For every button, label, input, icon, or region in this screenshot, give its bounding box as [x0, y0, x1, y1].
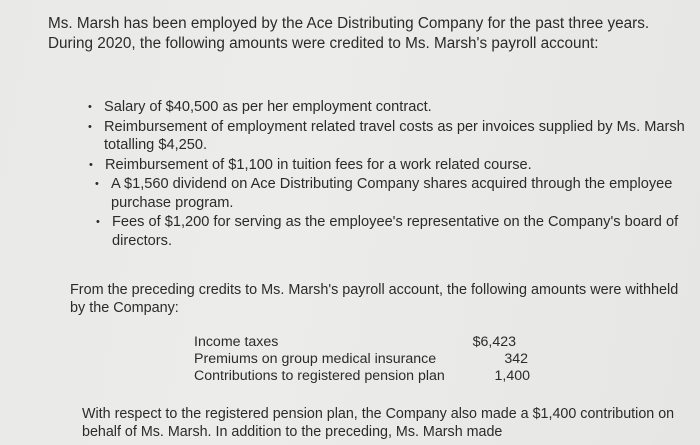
withholding-label: Premiums on group medical insurance: [194, 351, 437, 367]
list-item: • Reimbursement of employment related travel costs as per invoices supplied by Ms. Marsh totalling $4,250.: [86, 118, 696, 155]
table-row: [194, 334, 534, 351]
withholding-amount: $6,423: [472, 334, 516, 350]
list-item: • Reimbursement of $1,100 in tuition fees for a work related course.: [87, 156, 696, 175]
list-item: • A $1,560 dividend on Ace Distributing Company shares acquired through the employee purchase program.: [93, 175, 696, 212]
list-item: • Fees of $1,200 for serving as the employee's representative on the Company's board of directors.: [94, 213, 696, 250]
table-row: [194, 368, 534, 385]
withholding-label: Contributions to registered pension plan: [194, 368, 445, 384]
list-item: • Salary of $40,500 as per her employment contract.: [86, 98, 696, 117]
withholdings-table: [194, 334, 534, 385]
withholding-amount: 1,400: [494, 368, 530, 384]
withholding-label: Income taxes: [194, 334, 279, 350]
withholding-amount: 342: [504, 351, 528, 367]
withheld-paragraph: From the preceding credits to Ms. Marsh's payroll account, the following amounts were withheld by the Company:: [70, 282, 679, 316]
credits-list: [86, 98, 696, 251]
intro-paragraph: Ms. Marsh has been employed by the Ace Distributing Company for the past three years. During 2020, the following amounts were credited to Ms. Marsh's payroll account:: [48, 15, 650, 52]
closing-paragraph: With respect to the registered pension plan, the Company also made a $1,400 contribution on behalf of Ms. Marsh. In addition to the preceding, Ms. Marsh made: [82, 406, 675, 440]
table-row: [194, 351, 534, 368]
